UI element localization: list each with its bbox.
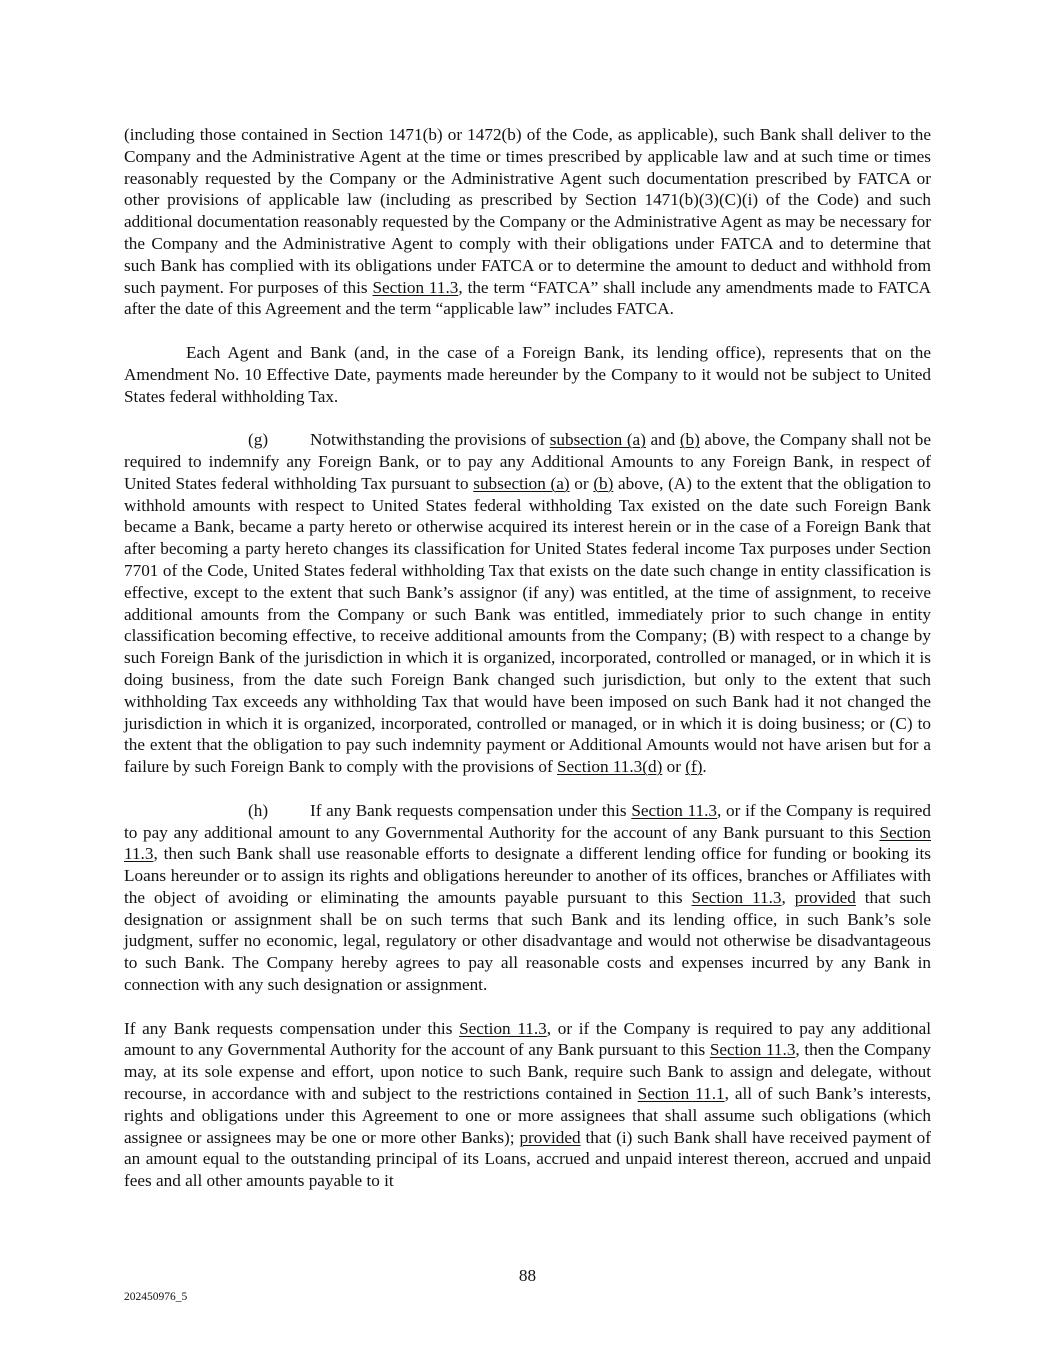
section-reference: Section 11.3(d) <box>556 757 663 777</box>
section-reference: (b) <box>593 473 614 493</box>
subsection-label-g: (g) <box>248 430 269 450</box>
paragraph-agent-representation <box>124 342 931 407</box>
text-run: If any Bank requests compensation under this <box>124 1018 460 1038</box>
text-run: or <box>569 473 594 493</box>
text-run: (including those contained in Section 1471(b) or 1472(b) of the Code, as applicable), such Bank shall deliver to the Company and the Administrative Agent at the time or times prescribed by applicable law and at such time or times reasonably requested by the Company or the Administrative Agent such documentation prescribed by FATCA or other provisions of applicable law (including as prescribed by Section 1471(b)(3)(C)(i) of the Code) and such additional documentation reasonably requested by the Company or the Administrative Agent as may be necessary for the Company and the Administrative Agent to comply with their obligations under FATCA and to determine that such Bank has complied with its obligations under FATCA or to determine the amount to deduct and withhold from such payment. For purposes of this <box>124 125 931 297</box>
section-reference: subsection (a) <box>549 430 646 450</box>
section-reference: (b) <box>679 430 700 450</box>
text-run: , then such Bank shall use reasonable efforts to designate a different lending office for funding or booking its Loans hereunder or to assign its rights and obligations hereunder to another of its offices, branches or Affiliates with the object of avoiding or eliminating the amounts payable pursuant to this <box>124 844 931 907</box>
text-run: , then the Company may, at its sole expense and effort, upon notice to such Bank, require such Bank to assign and delegate, without recourse, in accordance with and subject to the restrictions contained in <box>124 1040 931 1104</box>
text-run: Notwithstanding the provisions of <box>310 430 550 450</box>
text-run: and <box>645 430 680 450</box>
section-reference: Section 11.3 <box>459 1018 547 1038</box>
subsection-label-h: (h) <box>248 800 269 820</box>
section-reference: Section 11.1 <box>637 1084 725 1104</box>
text-run: , the term “FATCA” shall include any amendments made to FATCA after the date of this Agreement and the term “applicable law” includes FATCA. <box>124 277 931 319</box>
paragraph-h <box>124 800 931 996</box>
text-run: , all of such Bank’s interests, rights and obligations under this Agreement to one or more assignees that shall assume such obligations (which assignee or assignees may be one or more other Banks); <box>124 1084 931 1147</box>
text-run: above, the Company shall not be required to indemnify any Foreign Bank, or to pay any Additional Amounts to any Foreign Bank, in respect of United States federal withholding Tax pursuant to <box>124 430 931 493</box>
section-reference: (f) <box>685 757 703 777</box>
text-run: . <box>702 757 707 777</box>
text-run: , or if the Company is required to pay any additional amount to any Governmental Authority for the account of any Bank pursuant to this <box>124 800 931 842</box>
paragraph-g <box>124 429 931 778</box>
text-run: Each Agent and Bank (and, in the case of a Foreign Bank, its lending office), represents that on the Amendment No. 10 Effective Date, payments made hereunder by the Company to it would not be subject to United States federal withholding Tax. <box>124 342 931 406</box>
text-run: , or if the Company is required to pay any additional amount to any Governmental Authority for the account of any Bank pursuant to this <box>124 1018 931 1060</box>
paragraph-replacement-of-bank <box>124 1018 931 1192</box>
text-run: or <box>662 757 686 777</box>
paragraph-fatca-continued <box>124 124 931 320</box>
document-body <box>124 124 931 1214</box>
text-run: If any Bank requests compensation under this <box>310 800 632 820</box>
section-reference: Section 11.3 <box>124 822 931 864</box>
text-run: that such designation or assignment shall be on such terms that such Bank and its lending office, in such Bank’s sole judgment, suffer no economic, legal, regulatory or other disadvantage and would not otherwise be disadvantageous to such Bank. The Company hereby agrees to pay all reasonable costs and expenses incurred by any Bank in connection with any such designation or assignment. <box>124 887 932 995</box>
document-id: 202450976_5 <box>124 1291 188 1303</box>
section-reference: subsection (a) <box>473 473 570 493</box>
text-run: , <box>781 887 795 907</box>
section-reference: Section 11.3 <box>372 277 459 297</box>
page-number: 88 <box>518 1266 537 1285</box>
text-run: that (i) such Bank shall have received payment of an amount equal to the outstanding principal of its Loans, accrued and unpaid interest thereon, accrued and unpaid fees and all other amounts payable to it <box>124 1127 931 1191</box>
proviso-term: provided <box>794 887 856 907</box>
section-reference: Section 11.3 <box>631 800 718 820</box>
section-reference: Section 11.3 <box>691 887 782 907</box>
section-reference: Section 11.3 <box>709 1040 796 1060</box>
text-run: above, (A) to the extent that the obligation to withhold amounts with respect to United States federal withholding Tax existed on the date such Foreign Bank became a Bank, became a party hereto or otherwise acquired its interest herein or in the case of a Foreign Bank that after becoming a party hereto changes its classification for United States federal income Tax purposes under Section 7701 of the Code, United States federal withholding Tax that exists on the date such change in entity classification is effective, except to the extent that such Bank’s assignor (if any) was entitled, at the time of assignment, to receive additional amounts from the Company or such Bank was entitled, immediately prior to such change in entity classification becoming effective, to receive additional amounts from the Company; (B) with respect to a change by such Foreign Bank of the jurisdiction in which it is organized, incorporated, controlled or managed, or in which it is doing business, from the date such Foreign Bank changed such jurisdiction, but only to the extent that such withholding Tax exceeds any withholding Tax that would have been imposed on such Bank had it not changed the jurisdiction in which it is organized, incorporated, controlled or managed, or in which it is doing business; or (C) to the extent that the obligation to pay such indemnity payment or Additional Amounts would not have arisen but for a failure by such Foreign Bank to comply with the provisions of <box>124 473 932 777</box>
proviso-term: provided <box>519 1127 581 1147</box>
